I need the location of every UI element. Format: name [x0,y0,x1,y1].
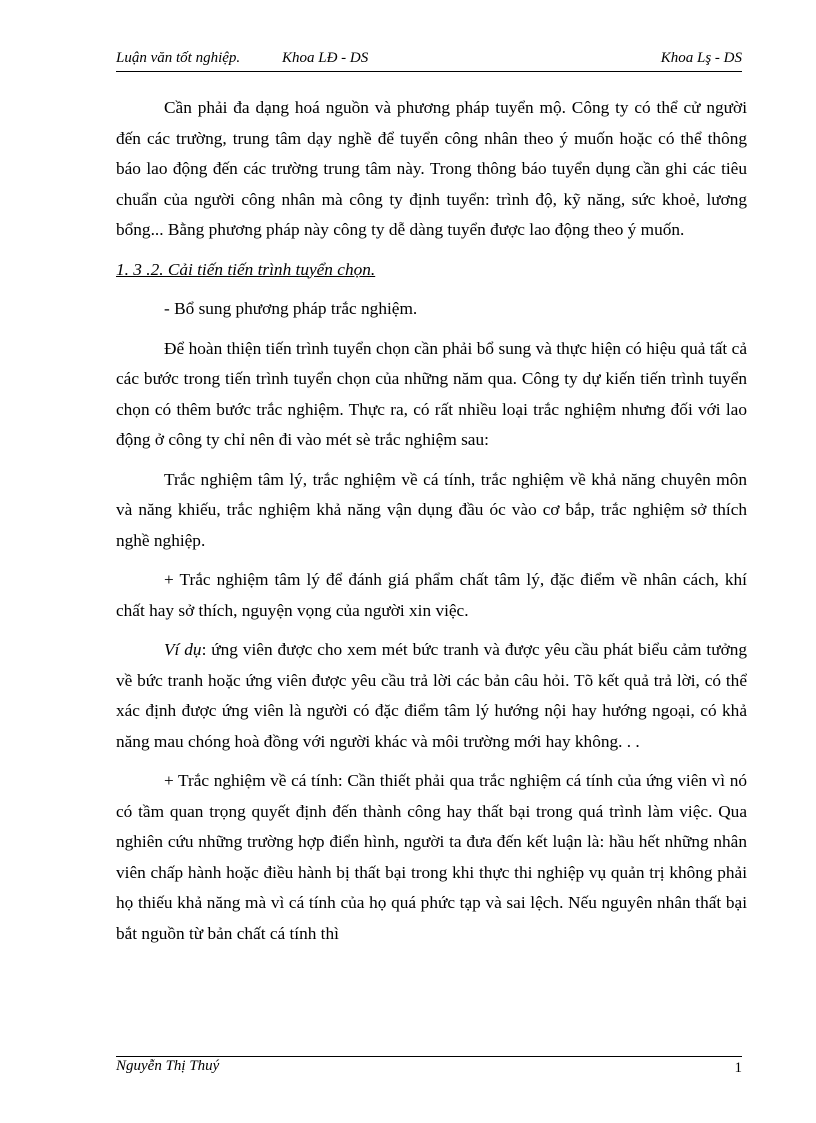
paragraph-psychological-test: + Trắc nghiệm tâm lý để đánh giá phẩm chất tâm lý, đặc điểm về nhân cách, khí chất hay sở thích, nguyện vọng của người xin việc. [116,570,747,620]
header-faculty-right: Khoa Lş - DS [660,50,742,66]
page-number: 1 [734,1060,742,1076]
page-header [116,50,742,70]
header-divider [116,71,742,72]
example-text: : ứng viên được cho xem mét bức tranh và được yêu cầu phát biểu cảm tưởng về bức tranh hoặc ứng viên được yêu cầu trả lời các bản câu hỏi. Tõ kết quả trả lời, có thể xác định được ứng viên là người có đặc điểm tâm lý hướng nội hay hướng ngoại, có khả năng mau chóng hoà đồng với người khác và môi trường mới hay không. . . [116,640,747,751]
document-body [116,93,747,949]
section-heading: 1. 3 .2. Cải tiến tiến trình tuyển chọn. [116,259,376,279]
footer-author: Nguyễn Thị Thuý [116,1058,220,1074]
header-faculty-left: Khoa LĐ - DS [282,50,369,66]
paragraph-example [116,635,747,757]
paragraph-supplement-testing: - Bổ sung phương pháp trắc nghiệm. [164,299,418,318]
page-footer [116,1058,742,1078]
header-thesis-label: Luận văn tốt nghiệp. [116,50,241,66]
paragraph-recruitment-sources: Cần phải đa dạng hoá nguồn và phương pháp tuyển mộ. Công ty có thể cử người đến các trường, trung tâm dạy nghề để tuyển công nhân theo ý muốn hoặc có thể thông báo lao động đến các trường trung tâm này. Trong thông báo tuyển dụng cần ghi các tiêu chuẩn của người công nhân mà công ty định tuyển: trình độ, kỹ năng, sức khoẻ, lương bổng... Bằng phương pháp này công ty dễ dàng tuyển được lao động theo ý muốn. [116,98,747,239]
paragraph-test-types: Trắc nghiệm tâm lý, trắc nghiệm về cá tính, trắc nghiệm về khả năng chuyên môn và năng khiếu, trắc nghiệm khả năng vận dụng đầu óc vào cơ bắp, trắc nghiệm sở thích nghề nghiệp. [116,469,747,550]
example-label: Ví dụ [164,640,202,659]
paragraph-selection-process: Để hoàn thiện tiến trình tuyển chọn cần phải bổ sung và thực hiện có hiệu quả tất cả các bước trong tiến trình tuyển chọn của những năm qua. Công ty dự kiến tiến trình tuyển chọn có thêm bước trắc nghiệm. Thực ra, có rất nhiều loại trắc nghiệm nhưng đối với lao động ở công ty chỉ nên đi vào mét sè trắc nghiệm sau: [116,338,747,449]
footer-divider [116,1056,742,1057]
paragraph-personality-test: + Trắc nghiệm về cá tính: Cần thiết phải qua trắc nghiệm cá tính của ứng viên vì nó có tầm quan trọng quyết định đến thành công hay thất bại trong quá trình làm việc. Qua nghiên cứu những trường hợp điển hình, người ta đưa đến kết luận là: hầu hết những nhân viên chấp hành hoặc điều hành bị thất bại trong khi thực thi nghiệp vụ quản trị không phải họ thiếu khả năng mà vì cá tính của họ quá phức tạp và sai lệch. Nếu nguyên nhân thất bại bắt nguồn từ bản chất cá tính thì [116,771,747,943]
